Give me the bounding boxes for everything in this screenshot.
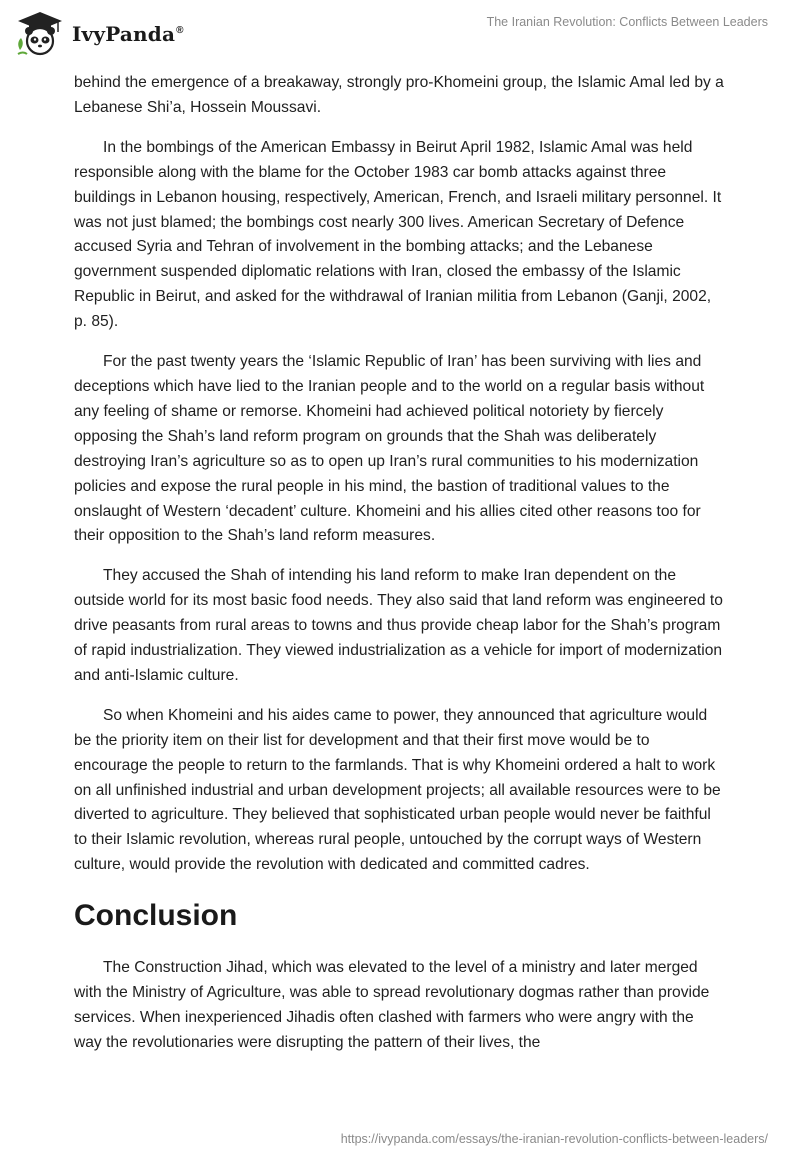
panda-graduate-icon: [14, 10, 66, 56]
page-header: [0, 0, 800, 66]
paragraph-5: So when Khomeini and his aides came to power, they announced that agriculture would be the priority item on their list for development and that their first move would be to encourage the people to return to the farmlands. That is why Khomeini ordered a halt to work on all unfinished industrial and urban development projects; all available resources were to be diverted to agriculture. They believed that sophisticated urban people would never be faithful to their Islamic revolution, whereas rural people, untouched by the corrupt ways of Western culture, would provide the revolution with dedicated and committed cadres.: [74, 706, 721, 874]
source-url[interactable]: https://ivypanda.com/essays/the-iranian-revolution-conflicts-between-leaders/: [340, 1132, 768, 1146]
ivypanda-logo[interactable]: [14, 10, 184, 56]
paragraph-1: behind the emergence of a breakaway, strongly pro-Khomeini group, the Islamic Amal led by a Lebanese Shi’a, Hossein Moussavi.: [74, 74, 724, 116]
paragraph-2: In the bombings of the American Embassy in Beirut April 1982, Islamic Amal was held responsible along with the blame for the October 1983 car bomb attacks against three buildings in Lebanon housing, respectively, American, French, and Israeli military personnel. It was not just blamed; the bombings cost nearly 300 lives. American Secretary of Defence accused Syria and Tehran of involvement in the bombing attacks; and the Lebanese government suspended diplomatic relations with Iran, closed the embassy of the Islamic Republic in Beirut, and asked for the withdrawal of Iranian militia from Lebanon (Ganji, 2002, p. 85).: [74, 138, 722, 331]
paragraph-4: They accused the Shah of intending his land reform to make Iran dependent on the outside world for its most basic food needs. They also said that land reform was engineered to drive peasants from rural areas to towns and thus provide cheap labor for the Shah’s program of rapid industrialization. They viewed industrialization as a vehicle for import of modernization and anti-Islamic culture.: [74, 567, 723, 684]
document-title: The Iranian Revolution: Conflicts Between Leaders: [486, 15, 768, 29]
section-heading-conclusion: Conclusion: [74, 899, 238, 933]
registered-mark: ®: [176, 25, 184, 37]
paragraph-3: For the past twenty years the ‘Islamic Republic of Iran’ has been surviving with lies and deceptions which have lied to the Iranian people and to the world on a regular basis without any feeling of shame or remorse. Khomeini had achieved political notoriety by fiercely opposing the Shah’s land reform program on grounds that the Shah was deliberately destroying Iran’s agriculture so as to open up Iran’s rural communities to his modernization policies and expose the rural people in his mind, the bastion of traditional values to the onslaught of Western ‘decadent’ culture. Khomeini and his allies cited other reasons too for their opposition to the Shah’s land reform measures.: [74, 353, 705, 545]
conclusion-paragraph: The Construction Jihad, which was elevated to the level of a ministry and later merged with the Ministry of Agriculture, was able to spread revolutionary dogmas rather than provide services. When inexperienced Jihadis often clashed with farmers who were angry with the way the revolutionaries were disrupting the pattern of their lives, the: [74, 959, 710, 1051]
essay-content: [74, 71, 724, 1071]
logo-wordmark: IvyPanda®: [72, 22, 184, 46]
